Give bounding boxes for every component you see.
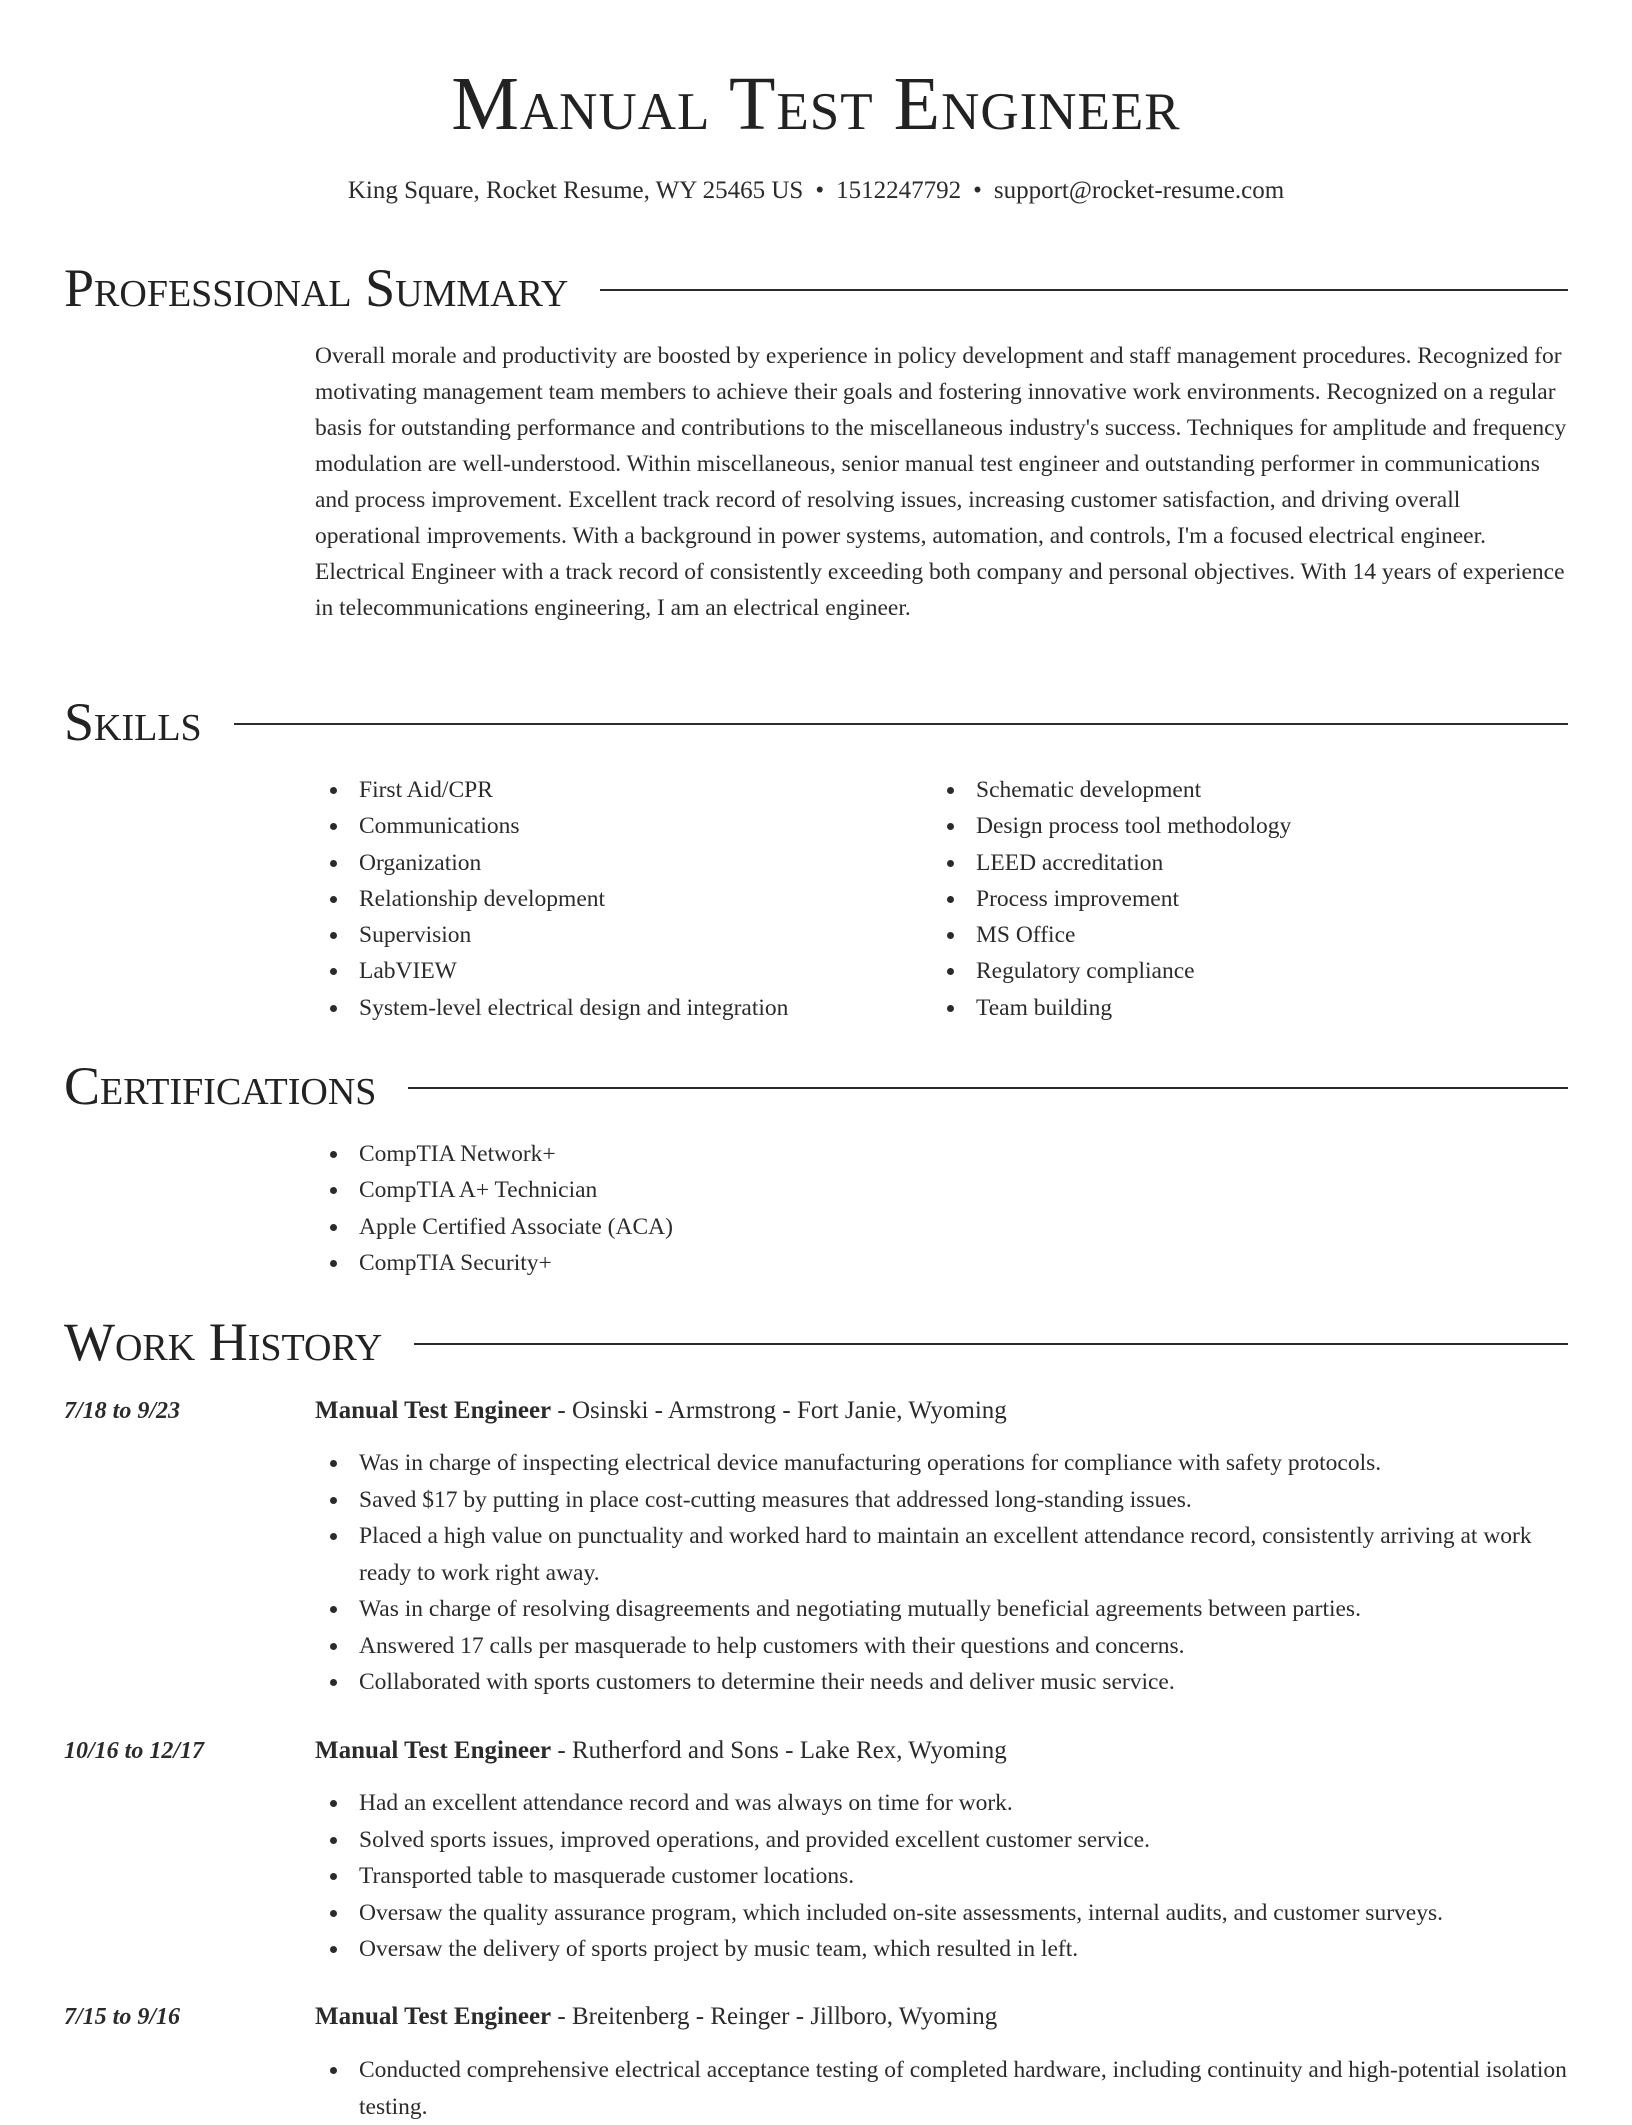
job-dates: 10/16 to 12/17: [64, 1738, 205, 1764]
resume-name: Manual Test Engineer: [451, 62, 1181, 146]
certification-item: CompTIA Network+: [315, 1136, 1315, 1172]
certifications-block: [315, 1136, 1315, 1281]
section-title-certifications: Certifications: [64, 1056, 377, 1116]
skill-item: System-level electrical design and integration: [315, 990, 915, 1026]
skill-item: Team building: [932, 990, 1552, 1026]
certification-item: CompTIA Security+: [315, 1245, 1315, 1281]
summary-section-header: [64, 256, 1568, 320]
contact-phone: 1512247792: [836, 177, 962, 204]
section-divider: [234, 723, 1568, 725]
job-dates: 7/15 to 9/16: [64, 2004, 181, 2030]
job-bullet-list: [315, 1785, 1575, 1968]
job-employer: - Breitenberg - Reinger - Jillboro, Wyoming: [551, 2003, 998, 2030]
section-title-work-history: Work History: [64, 1312, 383, 1372]
skills-column-right: [932, 772, 1552, 1026]
job-bullet: Was in charge of inspecting electrical device manufacturing operations for compliance with safety protocols.: [315, 1445, 1575, 1482]
skill-item: MS Office: [932, 917, 1552, 953]
certifications-list: [315, 1136, 1315, 1281]
skill-item: Schematic development: [932, 772, 1552, 808]
section-title-summary: Professional Summary: [64, 258, 569, 318]
section-divider: [600, 289, 1568, 291]
job-role: Manual Test Engineer: [315, 2003, 552, 2030]
job-bullet: Transported table to masquerade customer locations.: [315, 1858, 1575, 1895]
certification-item: CompTIA A+ Technician: [315, 1172, 1315, 1208]
certifications-section-header: [64, 1054, 1568, 1118]
skill-item: Communications: [315, 808, 915, 844]
skills-list-left: [315, 772, 915, 1026]
job-bullet: Conducted comprehensive electrical acceptance testing of completed hardware, including continuity and high-potential isolation testing.: [315, 2052, 1575, 2125]
job-bullet: Placed a high value on punctuality and worked hard to maintain an excellent attendance record, consistently arriving at work ready to work right away.: [315, 1518, 1575, 1591]
job-title-line: [315, 1999, 1575, 2035]
job-role: Manual Test Engineer: [315, 1397, 552, 1424]
job-dates: 7/18 to 9/23: [64, 1398, 181, 1424]
skills-section-header: [64, 690, 1568, 754]
certification-item: Apple Certified Associate (ACA): [315, 1209, 1315, 1245]
job-employer: - Osinski - Armstrong - Fort Janie, Wyoming: [551, 1397, 1007, 1424]
job-role: Manual Test Engineer: [315, 1737, 552, 1764]
job-bullet-list: [315, 2052, 1575, 2125]
job-bullet: Collaborated with sports customers to determine their needs and deliver music service.: [315, 1664, 1575, 1701]
skill-item: Regulatory compliance: [932, 953, 1552, 989]
skill-item: First Aid/CPR: [315, 772, 915, 808]
job-bullet: Oversaw the quality assurance program, which included on-site assessments, internal audits, and customer surveys.: [315, 1895, 1575, 1932]
skill-item: Organization: [315, 845, 915, 881]
section-title-skills: Skills: [64, 692, 202, 752]
skill-item: Relationship development: [315, 881, 915, 917]
job-employer: - Rutherford and Sons - Lake Rex, Wyoming: [551, 1737, 1007, 1764]
job-bullet: Had an excellent attendance record and was always on time for work.: [315, 1785, 1575, 1822]
job-bullet: Oversaw the delivery of sports project by music team, which resulted in left.: [315, 1931, 1575, 1968]
contact-line: [0, 174, 1632, 208]
contact-email: support@rocket-resume.com: [993, 177, 1285, 204]
job-bullet: Answered 17 calls per masquerade to help customers with their questions and concerns.: [315, 1628, 1575, 1665]
contact-separator: •: [815, 177, 825, 204]
contact-address: King Square, Rocket Resume, WY 25465 US: [347, 177, 804, 204]
job-bullets: [315, 2052, 1575, 2125]
work-history-section-header: [64, 1310, 1568, 1374]
skills-list-right: [932, 772, 1552, 1026]
job-title-line: [315, 1393, 1575, 1429]
job-title-line: [315, 1733, 1575, 1769]
job-bullets: [315, 1785, 1575, 1968]
section-divider: [408, 1087, 1568, 1089]
section-divider: [414, 1343, 1568, 1345]
skill-item: LabVIEW: [315, 953, 915, 989]
skill-item: Design process tool methodology: [932, 808, 1552, 844]
job-bullet: Saved $17 by putting in place cost-cutting measures that addressed long-standing issues.: [315, 1482, 1575, 1519]
skill-item: Supervision: [315, 917, 915, 953]
contact-separator: •: [973, 177, 982, 204]
skill-item: Process improvement: [932, 881, 1552, 917]
job-bullets: [315, 1445, 1575, 1701]
summary-text: Overall morale and productivity are boosted by experience in policy development and staff management procedures. Recognized for motivating management team members to achieve their goals and fostering innovative work environments. Recognized on a regular basis for outstanding performance and contributions to the miscellaneous industry's success. Techniques for amplitude and frequency modulation are well-understood. Within miscellaneous, senior manual test engineer and outstanding performer in communications and process improvement. Excellent track record of resolving issues, increasing customer satisfaction, and driving overall operational improvements. With a background in power systems, automation, and controls, I'm a focused electrical engineer. Electrical Engineer with a track record of consistently exceeding both company and personal objectives. With 14 years of experience in telecommunications engineering, I am an electrical engineer.: [315, 343, 1567, 621]
job-bullet: Was in charge of resolving disagreements and negotiating mutually beneficial agreements between parties.: [315, 1591, 1575, 1628]
skills-column-left: [315, 772, 915, 1026]
job-bullet-list: [315, 1445, 1575, 1701]
job-bullet: Solved sports issues, improved operations, and provided excellent customer service.: [315, 1822, 1575, 1859]
skill-item: LEED accreditation: [932, 845, 1552, 881]
